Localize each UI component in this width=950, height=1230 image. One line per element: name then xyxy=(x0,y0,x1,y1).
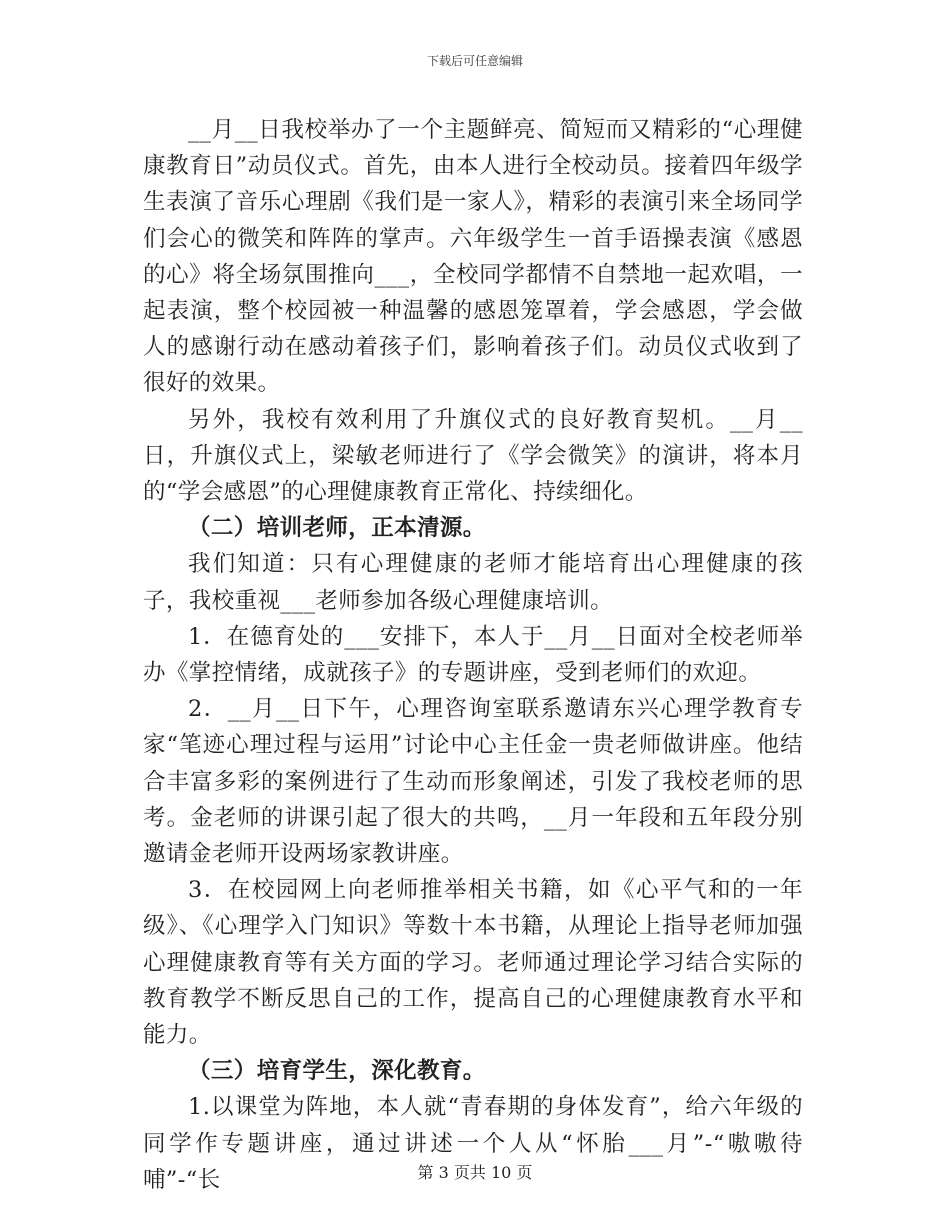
section-heading: （二）培训老师，正本清源。 xyxy=(188,515,486,542)
section-heading: （三）培育学生，深化教育。 xyxy=(188,1058,486,1085)
paragraph: 1.以课堂为阵地，本人就“青春期的身体发育”，给六年级的同学作专题讲座，通过讲述一个人从“怀胎___月”-“嗷嗷待哺”-“长 xyxy=(143,1094,803,1193)
document-body xyxy=(143,112,803,1198)
paragraph: __月__日我校举办了一个主题鲜亮、简短而又精彩的“心理健康教育日”动员仪式。首先，由本人进行全校动员。接着四年级学生表演了音乐心理剧《我们是一家人》，精彩的表演引来全场同学们会心的微笑和阵阵的掌声。六年级学生一首手语操表演《感恩的心》将全场氛围推向___，全校同学都情不自禁地一起欢唱，一起表演，整个校园被一种温馨的感恩笼罩着，学会感恩，学会做人的感谢行动在感动着孩子们，影响着孩子们。动员仪式收到了很好的效果。 xyxy=(143,117,803,397)
page-header: 下载后可任意编辑 xyxy=(426,54,523,68)
paragraph: 3．在校园网上向老师推举相关书籍，如《心平气和的一年级》、《心理学入门知识》等数十本书籍，从理论上指导老师加强心理健康教育等有关方面的学习。老师通过理论学习结合实际的教育教学不断反思自己的工作，提高自己的心理健康教育水平和能力。 xyxy=(143,877,803,1049)
page-footer: 第 3 页共 10 页 xyxy=(417,1163,533,1182)
paragraph: 2．__月__日下午，心理咨询室联系邀请东兴心理学教育专家“笔迹心理过程与运用”讨论中心主任金一贵老师做讲座。他结合丰富多彩的案例进行了生动而形象阐述，引发了我校老师的思考。金老师的讲课引起了很大的共鸣，__月一年段和五年段分别邀请金老师开设两场家教讲座。 xyxy=(143,696,803,868)
paragraph: 1．在德育处的___安排下，本人于__月__日面对全校老师举办《掌控情绪，成就孩子》的专题讲座，受到老师们的欢迎。 xyxy=(143,623,803,687)
paragraph: 另外，我校有效利用了升旗仪式的良好教育契机。__月__日，升旗仪式上，梁敏老师进行了《学会微笑》的演讲，将本月的“学会感恩”的心理健康教育正常化、持续细化。 xyxy=(143,406,803,506)
paragraph: 我们知道：只有心理健康的老师才能培育出心理健康的孩子，我校重视___老师参加各级心理健康培训。 xyxy=(143,551,803,614)
